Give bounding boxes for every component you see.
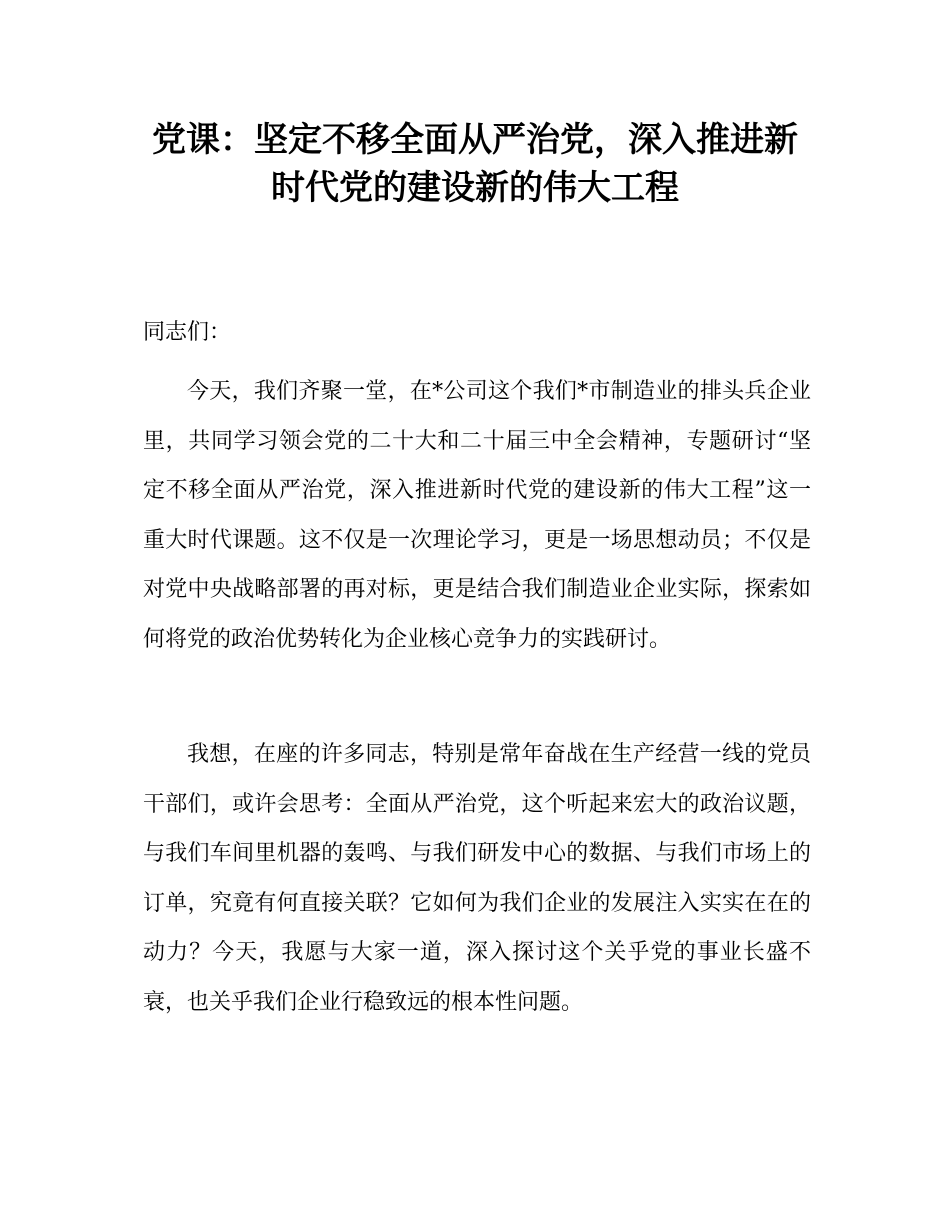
paragraph-1: 今天，我们齐聚一堂，在*公司这个我们*市制造业的排头兵企业里，共同学习领会党的二十大和二十届三中全会精神，专题研讨“坚定不移全面从严治党，深入推进新时代党的建设新的伟大工程”这一重大时代课题。这不仅是一次理论学习，更是一场思想动员；不仅是对党中央战略部署的再对标，更是结合我们制造业企业实际，探索如何将党的政治优势转化为企业核心竞争力的实践研讨。 <box>143 379 811 652</box>
document-title-line-1: 党课：坚定不移全面从严治党，深入推进新 <box>152 120 798 160</box>
document-title-line-2: 时代党的建设新的伟大工程 <box>271 168 679 208</box>
salutation: 同志们： <box>143 320 232 345</box>
paragraph-2: 我想，在座的许多同志，特别是常年奋战在生产经营一线的党员干部们，或许会思考：全面从严治党，这个听起来宏大的政治议题，与我们车间里机器的轰鸣、与我们研发中心的数据、与我们市场上的订单，究竟有何直接关联？它如何为我们企业的发展注入实实在在的动力？今天，我愿与大家一道，深入探讨这个关乎党的事业长盛不衰，也关乎我们企业行稳致远的根本性问题。 <box>143 742 811 1015</box>
